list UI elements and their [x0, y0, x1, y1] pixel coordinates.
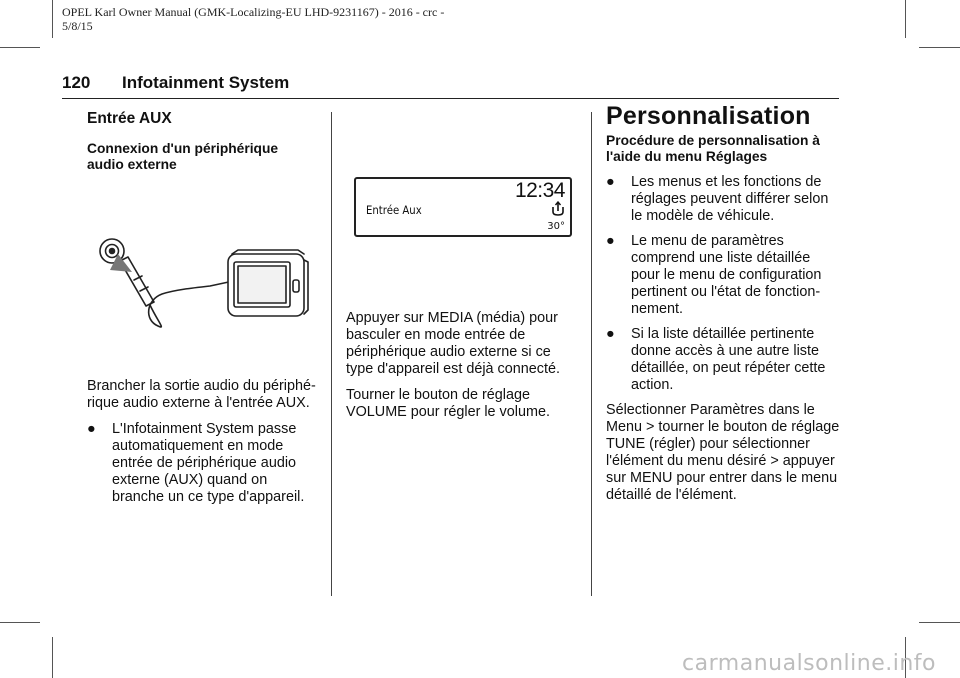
document-meta [62, 5, 562, 33]
crop-mark [0, 47, 40, 48]
section-title: Entrée AUX [87, 110, 172, 127]
bullet-line: branche un ce type d'appareil. [112, 489, 305, 505]
subsection-title [87, 141, 322, 173]
paragraph-line: Sélectionner Paramètres dans le [606, 402, 815, 418]
subsection-title-line: Connexion d'un périphérique [87, 141, 279, 156]
page-number: 120 [62, 73, 91, 92]
document-meta-line2: 5/8/15 [62, 19, 93, 33]
paragraph-line: VOLUME pour régler le volume. [346, 404, 550, 420]
bullet-line: L'Infotainment System passe [112, 421, 297, 437]
crop-mark [52, 637, 53, 678]
bullet-line: le modèle de véhicule. [631, 208, 775, 224]
paragraph-line: type d'appareil est déjà connecté. [346, 361, 560, 377]
bullet-line: Le menu de paramètres [631, 233, 784, 249]
bullet-marker: ● [87, 421, 96, 437]
bullet-line: Si la liste détaillée pertinente [631, 326, 815, 342]
page-heading [62, 73, 289, 93]
paragraph-line: détaillé de l'élément. [606, 487, 737, 503]
aux-connection-illustration [88, 230, 310, 340]
bullet-line: automatiquement en mode [112, 438, 284, 454]
bullet-marker: ● [606, 326, 615, 342]
display-temperature: 30° [547, 221, 565, 232]
paragraph-line: l'élément du menu désiré > appuyer [606, 453, 835, 469]
aux-input-icon [551, 201, 565, 217]
bullet-item [606, 326, 846, 394]
subsection-title-line: l'aide du menu Réglages [606, 149, 768, 164]
left-column-body [87, 378, 327, 514]
paragraph [346, 387, 586, 421]
watermark: carmanualsonline.info [682, 651, 936, 676]
chapter-title: Infotainment System [122, 73, 290, 92]
subsection-title-line: Procédure de personnalisation à [606, 133, 820, 148]
paragraph [606, 402, 846, 504]
bullet-line: donne accès à une autre liste [631, 343, 820, 359]
paragraph-line: Tourner le bouton de réglage [346, 387, 531, 403]
bullet-item [606, 233, 846, 318]
display-clock: 12:34 [514, 179, 565, 202]
paragraph-line: basculer en mode entrée de [346, 327, 526, 343]
crop-mark [905, 0, 906, 38]
paragraph-line: TUNE (régler) pour sélectionner [606, 436, 810, 452]
bullet-item [87, 421, 327, 506]
column-divider [331, 112, 332, 596]
middle-column-body [346, 310, 586, 421]
paragraph [87, 378, 327, 412]
display-source-label: Entrée Aux [366, 203, 422, 217]
bullet-line: comprend une liste détaillée [631, 250, 811, 266]
bullet-line: nement. [631, 301, 683, 317]
bullet-line: réglages peuvent différer selon [631, 191, 829, 207]
crop-mark [919, 47, 960, 48]
bullet-line: pour le menu de configuration [631, 267, 822, 283]
paragraph-line: Menu > tourner le bouton de réglage [606, 419, 840, 435]
paragraph-line: rique audio externe à l'entrée AUX. [87, 395, 310, 411]
bullet-line: entrée de périphérique audio [112, 455, 297, 471]
paragraph-line: périphérique audio externe si ce [346, 344, 551, 360]
left-column [87, 110, 322, 173]
subsection-title-line: audio externe [87, 157, 177, 172]
paragraph [346, 310, 586, 378]
bullet-item [606, 174, 846, 225]
bullet-line: externe (AUX) quand on [112, 472, 268, 488]
crop-mark [0, 622, 40, 623]
paragraph-line: sur MENU pour entrer dans le menu [606, 470, 838, 486]
document-meta-line1: OPEL Karl Owner Manual (GMK-Localizing-EU LHD-9231167) - 2016 - crc - [62, 5, 445, 19]
bullet-marker: ● [606, 174, 615, 190]
crop-mark [919, 622, 960, 623]
crop-mark [52, 0, 53, 38]
column-divider [591, 112, 592, 596]
right-column [606, 102, 846, 504]
bullet-line: action. [631, 377, 674, 393]
bullet-line: pertinent ou l'état de fonction- [631, 284, 821, 300]
paragraph-line: Brancher la sortie audio du périphé- [87, 378, 316, 394]
bullet-line: Les menus et les fonctions de [631, 174, 822, 190]
header-rule [62, 98, 839, 99]
bullet-line: détaillée, on peut répéter cette [631, 360, 826, 376]
aux-display-screen [354, 177, 572, 237]
paragraph-line: Appuyer sur MEDIA (média) pour [346, 310, 558, 326]
section-title: Personnalisation [606, 102, 811, 130]
bullet-marker: ● [606, 233, 615, 249]
subsection-title [606, 133, 846, 165]
